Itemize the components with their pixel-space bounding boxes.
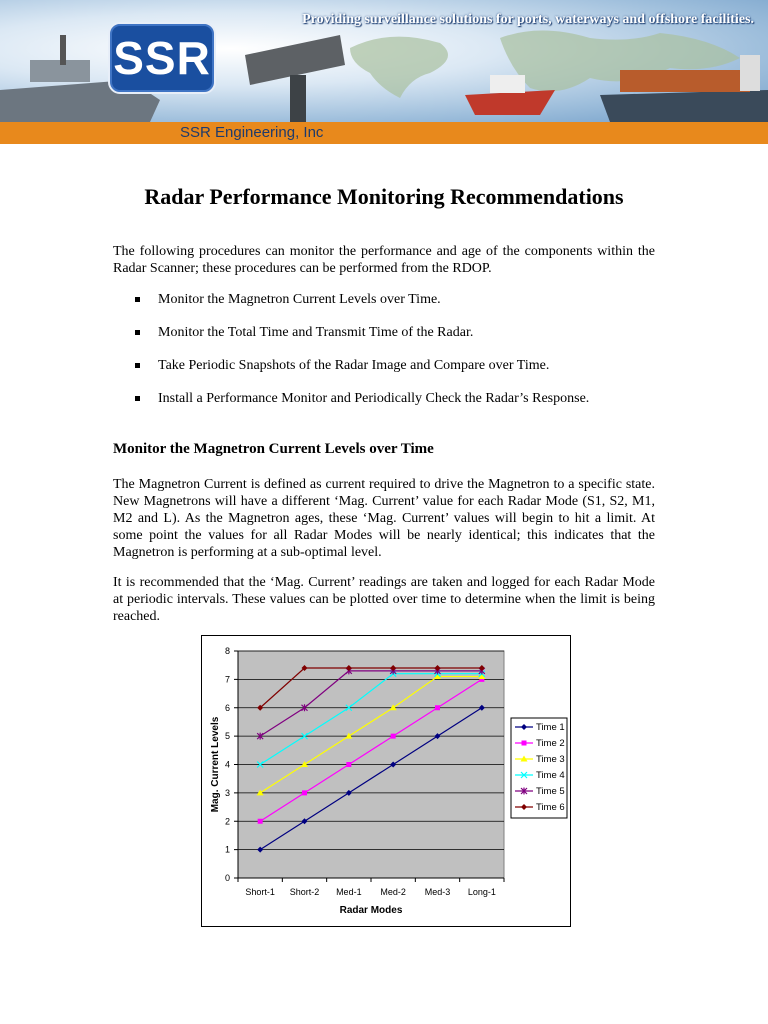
- list-item: [113, 324, 673, 357]
- magnetron-chart: [202, 636, 570, 926]
- legend-marker: [522, 741, 527, 746]
- logo-text: SSR: [113, 32, 211, 84]
- radar-antenna-graphic: [240, 25, 350, 122]
- legend-label: Time 3: [536, 754, 565, 765]
- paragraph-recommendation: It is recommended that the ‘Mag. Current’ readings are taken and logged for each Radar Mode at periodic intervals. These values can be plotted over time to determine when the limit is being reached.: [113, 575, 655, 624]
- legend-label: Time 1: [536, 722, 565, 733]
- list-item-text: Monitor the Magnetron Current Levels over Time.: [158, 292, 441, 307]
- x-tick-label: Long-1: [467, 887, 496, 897]
- list-item-text: Take Periodic Snapshots of the Radar Image and Compare over Time.: [158, 358, 550, 373]
- cargo-ship-graphic: [600, 50, 768, 122]
- data-point: [302, 790, 307, 795]
- x-axis-title: Radar Modes: [339, 905, 403, 916]
- y-axis-title: Mag. Current Levels: [210, 716, 221, 813]
- y-tick-label: 8: [224, 646, 230, 656]
- legend-label: Time 6: [536, 802, 565, 813]
- intro-paragraph: The following procedures can monitor the performance and age of the components within the Radar Scanner; these procedures can be performed from the RDOP.: [113, 244, 655, 276]
- y-tick-label: 7: [224, 674, 230, 685]
- x-tick-label: Short-2: [289, 887, 320, 897]
- legend-label: Time 2: [536, 738, 565, 749]
- x-tick-label: Med-3: [424, 887, 451, 897]
- header-tagline: Providing surveillance solutions for ports, waterways and offshore facilities.: [302, 12, 754, 27]
- list-item-text: Install a Performance Monitor and Periodically Check the Radar’s Response.: [158, 391, 590, 406]
- y-tick-label: 1: [224, 844, 230, 855]
- list-item-text: Monitor the Total Time and Transmit Time of the Radar.: [158, 325, 474, 340]
- list-item: [113, 390, 673, 423]
- data-point: [435, 705, 440, 710]
- header-banner: [0, 0, 768, 122]
- x-tick-label: Med-2: [380, 887, 406, 897]
- bullet-icon: [135, 297, 140, 302]
- bullet-icon: [135, 330, 140, 335]
- boat-graphic: [460, 65, 560, 122]
- ssr-logo: [108, 22, 216, 94]
- legend-label: Time 5: [536, 786, 565, 797]
- y-tick-label: 2: [224, 816, 230, 827]
- section-heading: Monitor the Magnetron Current Levels over Time: [113, 441, 434, 457]
- header-orange-bar: [0, 122, 768, 144]
- data-point: [258, 819, 263, 824]
- y-tick-label: 5: [224, 731, 230, 742]
- x-tick-label: Med-1: [336, 887, 362, 897]
- data-point: [391, 734, 396, 739]
- chart-container: [201, 635, 571, 927]
- recommendation-list: [113, 291, 673, 423]
- document-title: Radar Performance Monitoring Recommendations: [144, 184, 624, 209]
- data-point: [346, 762, 351, 767]
- y-tick-label: 3: [224, 787, 230, 798]
- company-name: SSR Engineering, Inc: [180, 124, 324, 141]
- legend-label: Time 4: [536, 770, 565, 781]
- list-item: [113, 291, 673, 324]
- y-tick-label: 0: [224, 873, 230, 883]
- list-item: [113, 357, 673, 390]
- paragraph-magnetron: The Magnetron Current is defined as current required to drive the Magnetron to a specific state. New Magnetrons will have a different ‘Mag. Current’ value for each Radar Mode (S1, S2, M1, M2 and L). As the Magnetron ages, these ‘Mag. Current’ values will begin to hit a limit. At some point the values for all Radar Modes will be nearly identical; this indicates that the Magnetron is performing at a sub-optimal level.: [113, 477, 655, 560]
- x-tick-label: Short-1: [245, 887, 275, 897]
- y-tick-label: 6: [224, 702, 230, 713]
- bullet-icon: [135, 363, 140, 368]
- y-tick-label: 4: [224, 759, 230, 770]
- bullet-icon: [135, 396, 140, 401]
